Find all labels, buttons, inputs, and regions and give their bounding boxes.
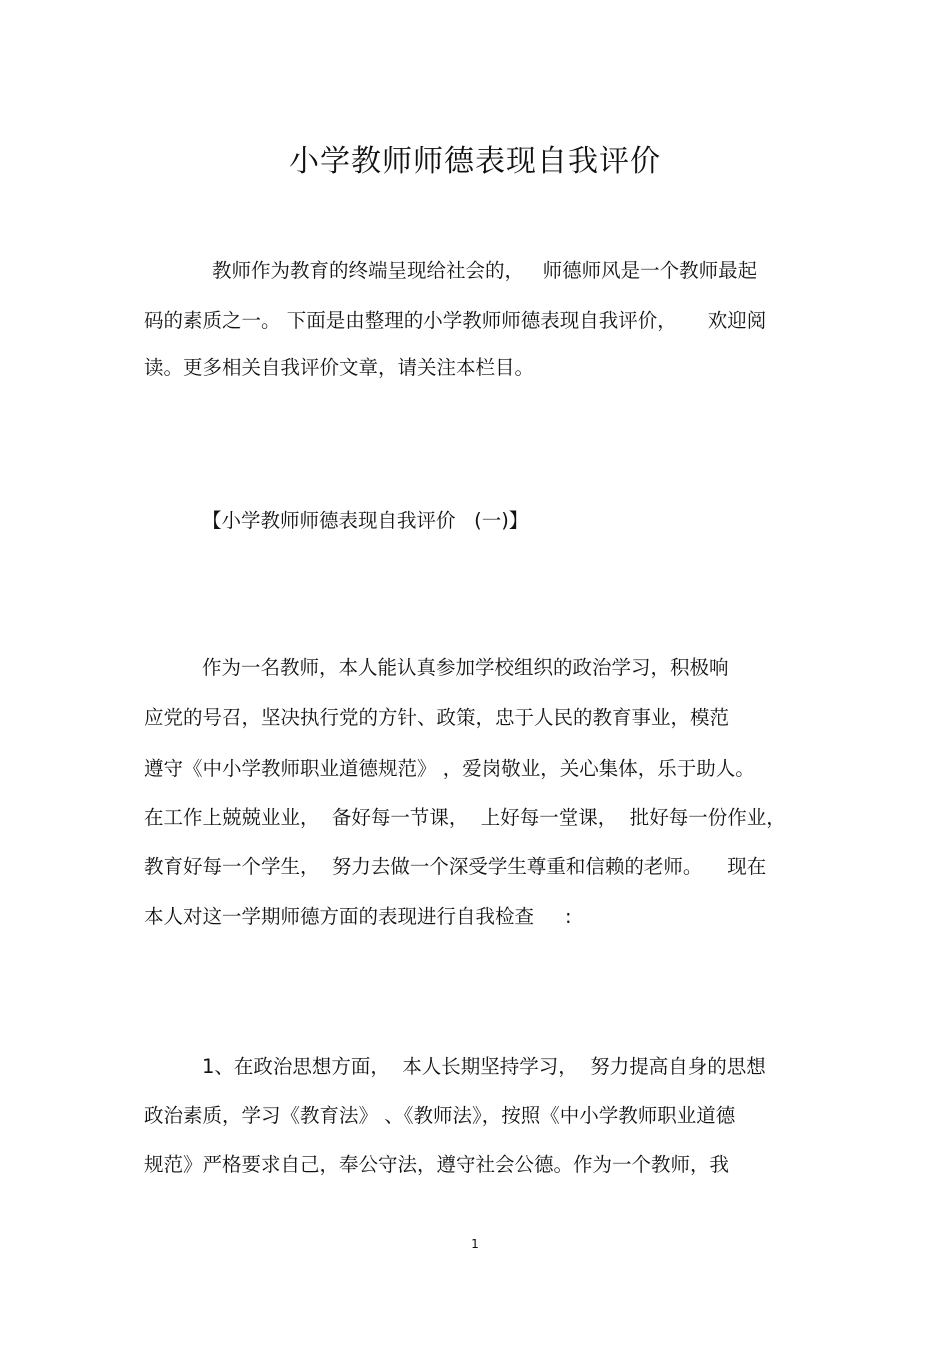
paragraph-line: 规范》严格要求自己，奉公守法，遵守社会公德。作为一个教师，我 [144,1153,730,1176]
paragraph-line: 在工作上兢兢业业， 备好每一节课， 上好每一堂课， 批好每一份作业， [144,806,786,829]
document-title: 小学教师师德表现自我评价 [289,144,661,179]
paragraph-line: 作为一名教师，本人能认真参加学校组织的政治学习，积极响 [202,656,729,679]
page-number: 1 [471,1237,479,1251]
paragraph-line: 教育好每一个学生， 努力去做一个深受学生尊重和信赖的老师。 现在 [144,855,767,878]
section-heading: 【小学教师师德表现自我评价 (一)】 [202,509,529,532]
paragraph-line: 应党的号召，坚决执行党的方针、政策，忠于人民的教育事业，模范 [144,706,730,729]
intro-line: 读。更多相关自我评价文章，请关注本栏目。 [144,356,535,379]
paragraph-line: 1、在政治思想方面， 本人长期坚持学习， 努力提高自身的思想 [202,1055,766,1078]
paragraph-line: 本人对这一学期师德方面的表现进行自我检查 : [144,905,572,928]
intro-line: 码的素质之一。 下面是由整理的小学教师师德表现自我评价， 欢迎阅 [144,309,767,332]
paragraph-line: 遵守《中小学教师职业道德规范》 ，爱岗敬业，关心集体，乐于助人。 [144,757,755,780]
paragraph-line: 政治素质，学习《教育法》 、《教师法》，按照《中小学教师职业道德 [144,1104,736,1127]
intro-line: 教师作为教育的终端呈现给社会的， 师德师风是一个教师最起 [212,259,758,282]
